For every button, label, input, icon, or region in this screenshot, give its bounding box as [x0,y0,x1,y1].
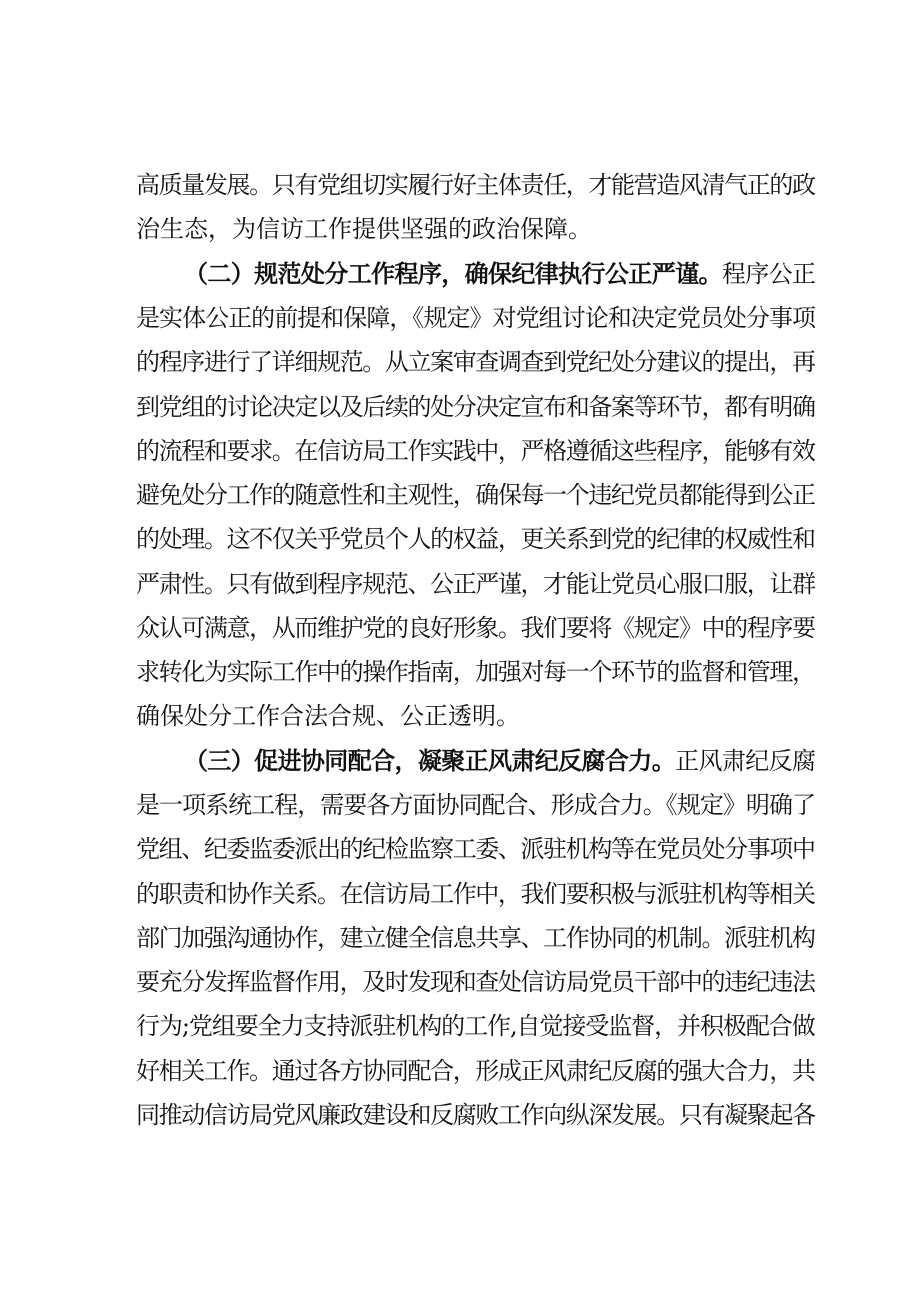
section-heading: （二）规范处分工作程序，确保纪律执行公正严谨。 [184,259,722,288]
text-line: 同推动信访局党风廉政建设和反腐败工作向纵深发展。只有凝聚起各 [136,1101,815,1129]
text-line: 严肃性。只有做到程序规范、公正严谨，才能让党员心服口服，让群 [136,570,815,598]
text-line: 求转化为实际工作中的操作指南，加强对每一个环节的监督和管理， [136,658,815,686]
text-line: 好相关工作。通过各方协同配合，形成正风肃纪反腐的强大合力，共 [136,1057,815,1085]
section-heading-line [184,259,816,289]
text-line: 要充分发挥监督作用，及时发现和查处信访局党员干部中的违纪违法 [136,968,815,996]
text-line: 治生态，为信访工作提供坚强的政治保障。 [136,215,592,243]
text-line: 的程序进行了详细规范。从立案审查调查到党纪处分建议的提出，再 [136,348,815,376]
text-line: 的处理。这不仅关乎党员个人的权益，更关系到党的纪律的权威性和 [136,525,815,553]
section-heading-line [184,746,816,776]
text-line: 到党组的讨论决定以及后续的处分决定宣布和备案等环节，都有明确 [136,393,815,421]
text-line: 是一项系统工程，需要各方面协同配合、形成合力。《规定》明确了 [136,791,816,819]
text-line: 是实体公正的前提和保障，《规定》对党组讨论和决定党员处分事项 [136,304,816,332]
text-line: 的职责和协作关系。在信访局工作中，我们要积极与派驻机构等相关 [136,880,815,908]
text-run: 程序公正 [721,260,816,288]
text-line: 确保处分工作合法合规、公正透明。 [136,702,520,730]
text-line: 部门加强沟通协作，建立健全信息共享、工作协同的机制。派驻机构 [136,924,815,952]
text-line: 的流程和要求。在信访局工作实践中，严格遵循这些程序，能够有效 [136,437,815,465]
text-line: 党组、纪委监委派出的纪检监察工委、派驻机构等在党员处分事项中 [136,835,815,863]
text-line: 避免处分工作的随意性和主观性，确保每一个违纪党员都能得到公正 [136,481,815,509]
text-line: 众认可满意，从而维护党的良好形象。我们要将《规定》中的程序要 [136,614,815,642]
text-line: 行为;党组要全力支持派驻机构的工作,自觉接受监督，并积极配合做 [136,1012,815,1040]
text-run: 正风肃纪反腐 [675,747,816,775]
text-line: 高质量发展。只有党组切实履行好主体责任，才能营造风清气正的政 [136,171,815,199]
section-heading: （三）促进协同配合，凝聚正风肃纪反腐合力。 [184,746,676,775]
